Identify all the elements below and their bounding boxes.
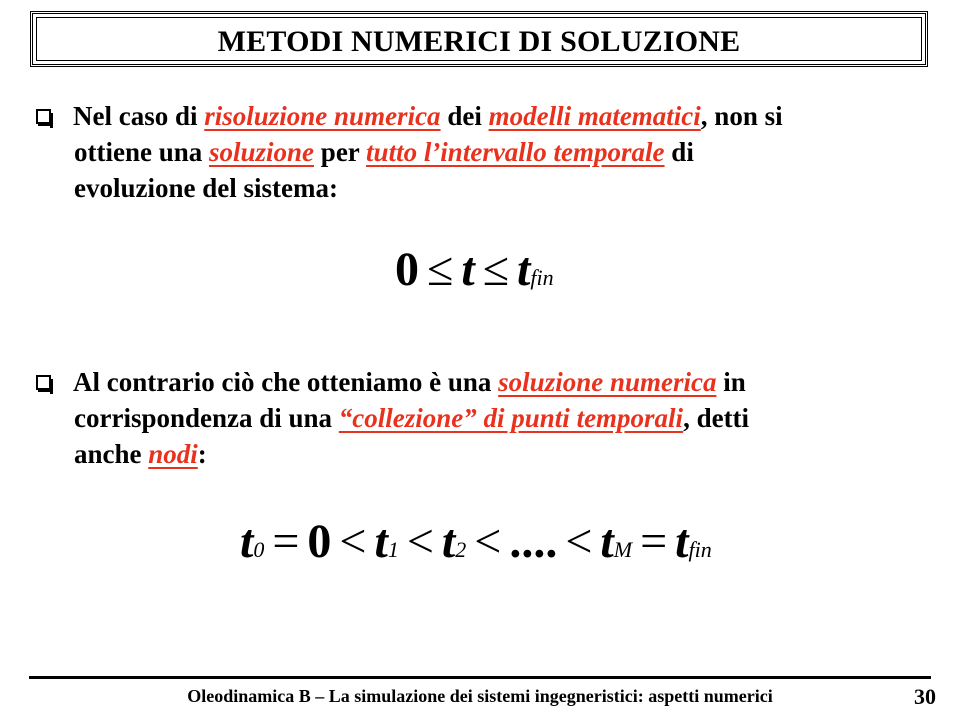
eq-lt: < [406, 515, 434, 568]
eq-subscript-fin: fin [530, 265, 554, 290]
eq-subscript: 2 [455, 537, 467, 562]
title-box [30, 11, 928, 67]
eq-lt: < [339, 515, 367, 568]
eq-lt: < [474, 515, 502, 568]
eq-dots: .... [509, 515, 558, 568]
text: , non si [700, 101, 783, 131]
paragraph-2-line-1 [36, 364, 936, 400]
text: di [664, 137, 694, 167]
equation-nodes [240, 514, 712, 569]
eq-t: t [374, 515, 388, 568]
text: : [197, 439, 207, 469]
checkbox-bullet-icon [36, 375, 51, 390]
eq-t: t [240, 515, 254, 568]
eq-le: ≤ [427, 243, 454, 296]
highlight-collezione-punti: “collezione” di punti temporali [338, 403, 684, 433]
highlight-soluzione: soluzione [209, 137, 315, 167]
eq-subscript: 1 [387, 537, 399, 562]
eq-equals: = [640, 515, 668, 568]
highlight-nodi: nodi [148, 439, 198, 469]
eq-t: t [441, 515, 456, 568]
eq-subscript-fin: fin [688, 537, 712, 562]
footer-text: Oleodinamica B – La simulazione dei sistemi ingegneristici: aspetti numerici [187, 686, 773, 706]
eq-subscript-M: M [613, 537, 633, 562]
checkbox-bullet-icon [36, 109, 51, 124]
equation-time-interval [395, 242, 554, 297]
eq-zero: 0 [395, 243, 419, 296]
eq-le: ≤ [482, 243, 510, 296]
text: per [314, 137, 367, 167]
text: Al contrario ciò che otteniamo è una [73, 367, 499, 397]
text: anche [74, 439, 149, 469]
highlight-soluzione-numerica: soluzione numerica [498, 367, 717, 397]
eq-zero: 0 [307, 515, 332, 568]
paragraph-2-line-3 [36, 436, 936, 472]
paragraph-1 [36, 98, 936, 206]
eq-t-fin: t [675, 515, 689, 568]
highlight-intervallo-temporale: tutto l’intervallo temporale [366, 137, 665, 167]
paragraph-2 [36, 364, 936, 472]
eq-t-fin: t [517, 243, 531, 296]
paragraph-2-line-2 [36, 400, 936, 436]
text: corrispondenza di una [74, 403, 339, 433]
paragraph-1-line-3: evoluzione del sistema: [74, 173, 338, 203]
text: , detti [683, 403, 750, 433]
eq-t: t [461, 243, 475, 296]
text: Nel caso di [73, 101, 205, 131]
paragraph-1-line-1 [36, 98, 936, 134]
text: ottiene una [74, 137, 209, 167]
slide-title: METODI NUMERICI DI SOLUZIONE [217, 25, 741, 58]
text: dei [440, 101, 489, 131]
eq-equals: = [272, 515, 300, 568]
highlight-risoluzione-numerica: risoluzione numerica [204, 101, 441, 131]
footer-divider [29, 676, 931, 679]
eq-t: t [600, 515, 614, 568]
eq-lt: < [565, 515, 593, 568]
paragraph-1-line-2 [36, 134, 936, 170]
text: in [716, 367, 746, 397]
page-number: 30 [914, 684, 936, 709]
eq-subscript: 0 [253, 537, 265, 562]
highlight-modelli-matematici: modelli matematici [488, 101, 701, 131]
